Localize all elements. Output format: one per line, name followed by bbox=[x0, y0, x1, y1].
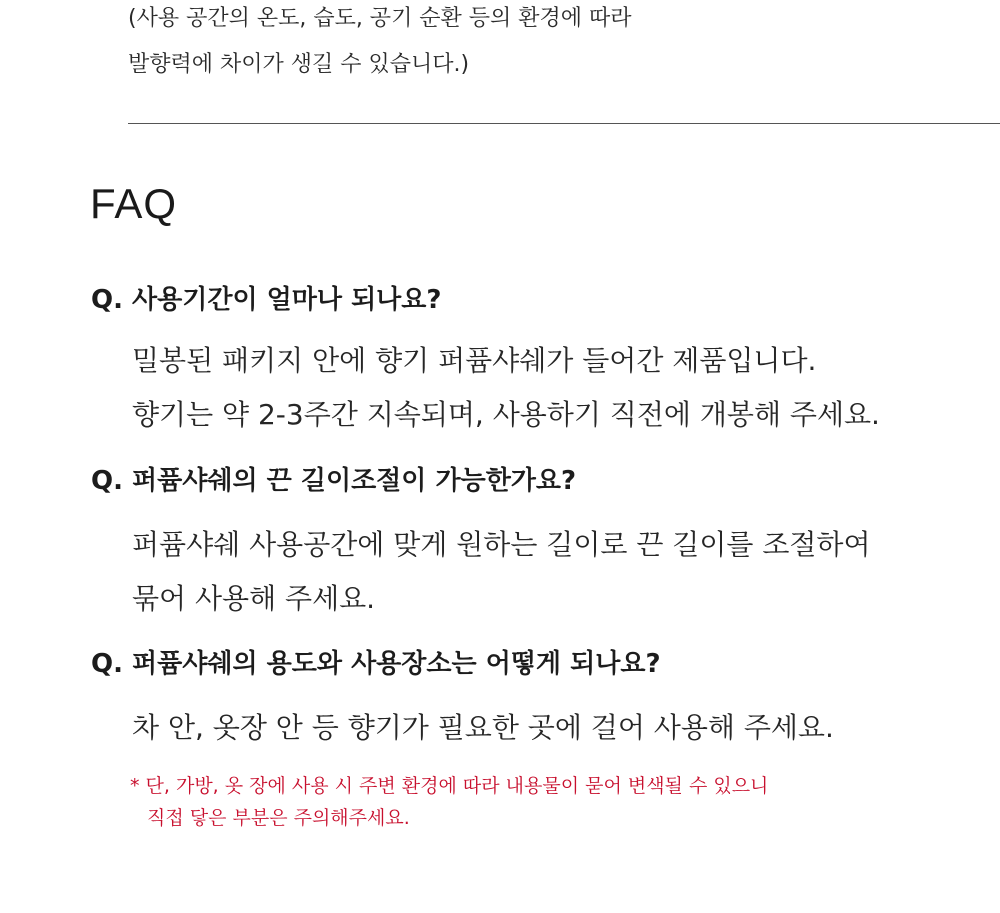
section-divider bbox=[128, 123, 1000, 124]
faq-answer-2 bbox=[132, 518, 871, 626]
answer-line: 향기는 약 2-3주간 지속되며, 사용하기 직전에 개봉해 주세요. bbox=[132, 398, 880, 431]
faq-title: FAQ bbox=[90, 180, 178, 227]
faq-answer-1 bbox=[132, 334, 880, 442]
faq-question-2: Q. 퍼퓸샤쉐의 끈 길이조절이 가능한가요? bbox=[91, 466, 577, 496]
faq-question-1: Q. 사용기간이 얼마나 되나요? bbox=[91, 285, 442, 315]
answer-line: 묶어 사용해 주세요. bbox=[132, 582, 376, 615]
caution-note bbox=[130, 770, 768, 834]
answer-line: 차 안, 옷장 안 등 향기가 필요한 곳에 걸어 사용해 주세요. bbox=[132, 711, 834, 744]
intro-text bbox=[128, 0, 632, 88]
answer-line: 퍼퓸샤쉐 사용공간에 맞게 원하는 길이로 끈 길이를 조절하여 bbox=[132, 528, 871, 561]
answer-line: 밀봉된 패키지 안에 향기 퍼퓸샤쉐가 들어간 제품입니다. bbox=[132, 344, 817, 377]
faq-answer-3 bbox=[132, 701, 834, 755]
intro-line: (사용 공간의 온도, 습도, 공기 순환 등의 환경에 따라 bbox=[128, 6, 632, 31]
faq-question-3: Q. 퍼퓸샤쉐의 용도와 사용장소는 어떻게 되나요? bbox=[91, 649, 661, 679]
note-line: 직접 닿은 부분은 주의해주세요. bbox=[147, 807, 410, 829]
note-line: * 단, 가방, 옷 장에 사용 시 주변 환경에 따라 내용물이 묻어 변색될 수 있으니 bbox=[130, 775, 769, 797]
intro-line: 발향력에 차이가 생길 수 있습니다.) bbox=[128, 52, 470, 77]
